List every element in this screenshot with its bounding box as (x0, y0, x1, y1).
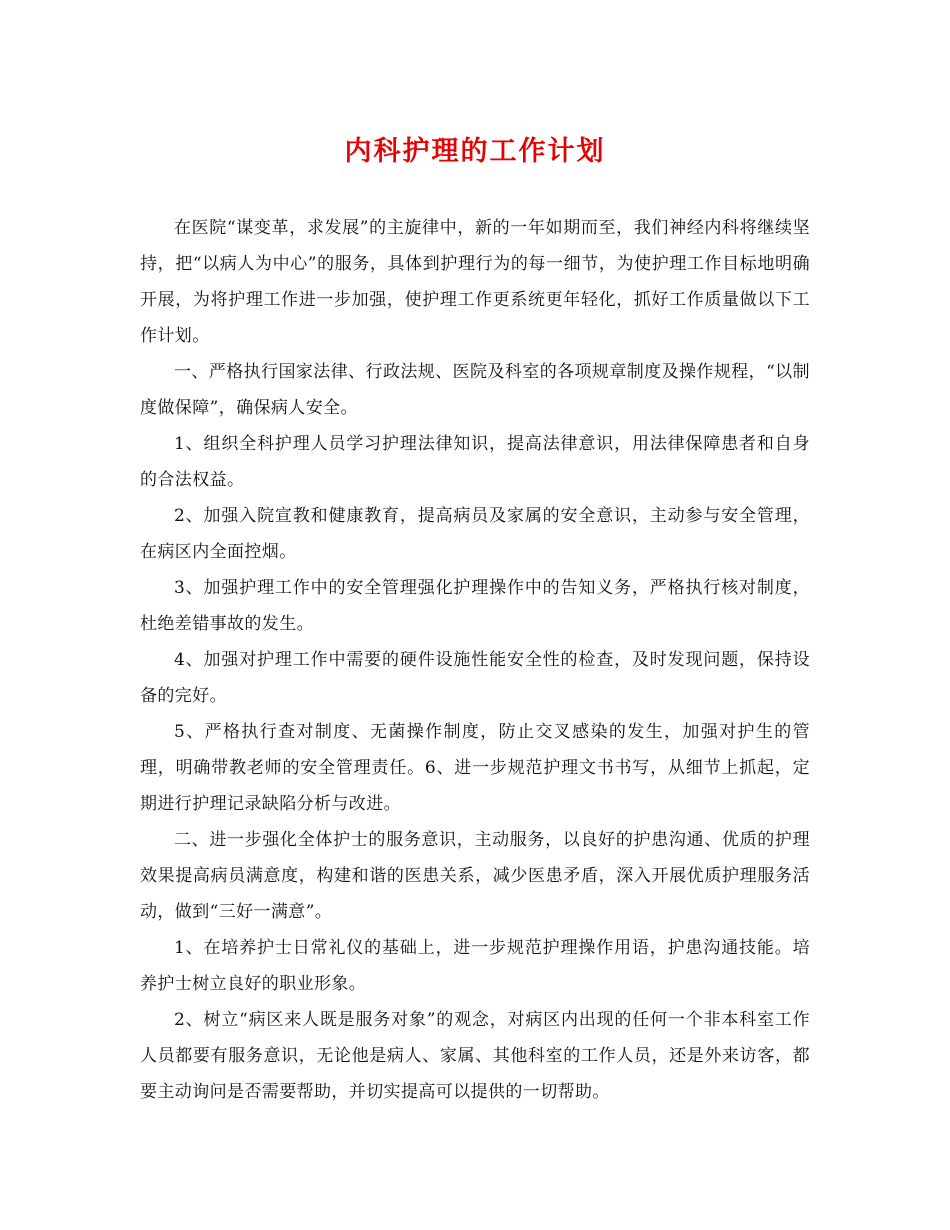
paragraph-item-1-1: 1、组织全科护理人员学习护理法律知识，提高法律意识，用法律保障患者和自身的合法权益。 (140, 434, 810, 490)
paragraph-item-2-2: 2、树立“病区来人既是服务对象”的观念，对病区内出现的任何一个非本科室工作人员都要有服务意识，无论他是病人、家属、其他科室的工作人员，还是外来访客，都要主动询问是否需要帮助，并切实提高可以提供的一切帮助。 (140, 1010, 810, 1102)
paragraph-item-2-1: 1、在培养护士日常礼仪的基础上，进一步规范护理操作用语，护患沟通技能。培养护士树立良好的职业形象。 (140, 938, 810, 994)
paragraph-item-1-5: 5、严格执行查对制度、无菌操作制度，防止交叉感染的发生，加强对护生的管理，明确带教老师的安全管理责任。6、进一步规范护理文书书写，从细节上抓起，定期进行护理记录缺陷分析与改进。 (140, 722, 810, 814)
paragraph-item-1-2: 2、加强入院宣教和健康教育，提高病员及家属的安全意识，主动参与安全管理，在病区内全面控烟。 (140, 506, 810, 562)
document-title: 内科护理的工作计划 (344, 136, 606, 167)
paragraph-item-1-4: 4、加强对护理工作中需要的硬件设施性能安全性的检查，及时发现问题，保持设备的完好。 (140, 650, 810, 706)
paragraph-section-2: 二、进一步强化全体护士的服务意识，主动服务，以良好的护患沟通、优质的护理效果提高病员满意度，构建和谐的医患关系，减少医患矛盾，深入开展优质护理服务活动，做到“三好一满意”。 (140, 830, 810, 922)
document-body (140, 210, 810, 1110)
paragraph-item-1-3: 3、加强护理工作中的安全管理强化护理操作中的告知义务，严格执行核对制度，杜绝差错事故的发生。 (140, 578, 810, 634)
paragraph-section-1: 一、严格执行国家法律、行政法规、医院及科室的各项规章制度及操作规程，“以制度做保障”，确保病人安全。 (140, 362, 810, 418)
paragraph-intro: 在医院“谋变革，求发展”的主旋律中，新的一年如期而至，我们神经内科将继续坚持，把“以病人为中心”的服务，具体到护理行为的每一细节，为使护理工作目标地明确开展，为将护理工作进一步加强，使护理工作更系统更年轻化，抓好工作质量做以下工作计划。 (140, 218, 810, 346)
